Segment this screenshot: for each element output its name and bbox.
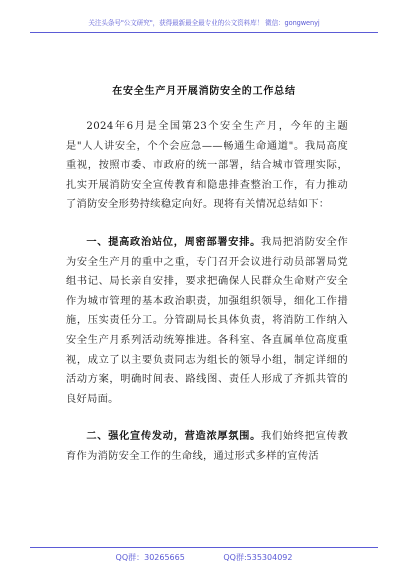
section-1-text: 我局把消防安全作为安全生产月的重中之重，专门召开会议进行动员部署局党组书记、局长亲自安排，要求把确保人民群众生命财产安全作为城市管理的基本政治职责，加强组织领导，细化工作措施，压实责任分工。分管副局长具体负责，将消防工作纳入安全生产月系列活动统筹推进。各科室、各直属单位高度重视，成立了以主要负责同志为组长的领导小组，制定详细的活动方案，明确时间表、路线图、责任人形成了齐抓共管的良好局面。	[66, 236, 348, 405]
section-1-heading: 一、提高政治站位，周密部署安排。	[86, 235, 262, 248]
footer	[30, 552, 378, 563]
section-2-text: 我们始终把宣传教育作为消防安全工作的生命线，通过形式多样的宣传活	[66, 431, 348, 462]
document-title: 在安全生产月开展消防安全的工作总结	[112, 86, 296, 97]
intro-paragraph: 2024年6月是全国第23个安全生产月，今年的主题是"人人讲安全，个个会应急——畅通生命通道"。我局高度重视，按照市委、市政府的统一部署，结合城市管理实际，扎实开展消防安全宣传教育和隐患排查整治工作，有力推动了消防安全形势持续稳定向好。现将有关情况总结如下：	[66, 121, 348, 211]
footer-qq-group-2: QQ群:535304092	[223, 553, 293, 562]
header-divider	[30, 32, 378, 33]
section-2-heading: 二、强化宣传发动，营造浓厚氛围。	[86, 430, 262, 443]
section-1-paragraph	[66, 233, 348, 409]
footer-divider	[30, 547, 378, 548]
document-body	[66, 117, 348, 467]
section-2-paragraph	[66, 427, 348, 466]
footer-qq-group-1: QQ群：30265665	[115, 553, 185, 562]
header-banner: 关注头条号"公文研究"，获得最新最全最专业的公文资料库！ 微信：gongwenyj	[88, 19, 320, 27]
